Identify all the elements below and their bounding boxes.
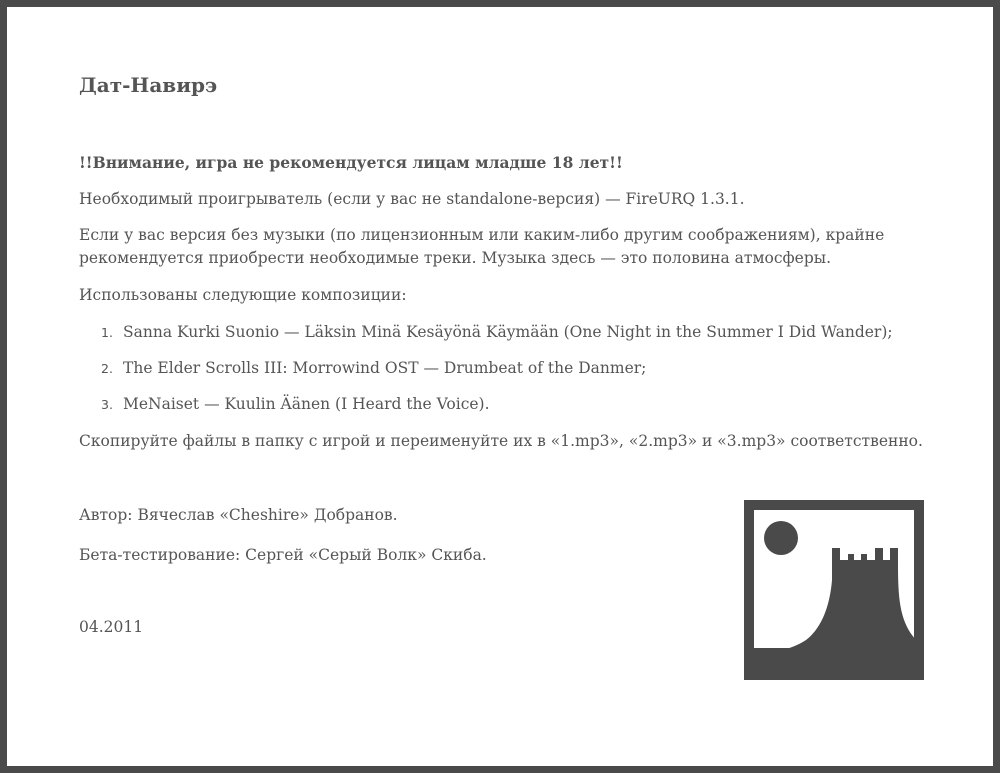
composition-item-3 xyxy=(101,393,490,416)
tower-moon-logo-icon xyxy=(744,500,924,680)
composition-text: MeNaiset — Kuulin Äänen (I Heard the Voice). xyxy=(123,395,490,413)
list-number: 1. xyxy=(101,325,113,340)
compositions-intro: Использованы следующие композиции: xyxy=(79,286,407,304)
composition-item-1 xyxy=(101,321,893,344)
music-note-line-2: рекомендуется приобрести необходимые треки. Музыка здесь — это половина атмосферы. xyxy=(79,249,832,267)
list-number: 3. xyxy=(101,397,113,412)
list-number: 2. xyxy=(101,361,113,376)
copy-instructions: Скопируйте файлы в папку с игрой и переименуйте их в «1.mp3», «2.mp3» и «3.mp3» соответственно. xyxy=(79,432,923,450)
author-credit: Автор: Вячеслав «Cheshire» Добранов. xyxy=(79,506,398,524)
composition-item-2 xyxy=(101,357,646,380)
page-title: Дат-Навирэ xyxy=(79,73,218,97)
music-note-line-1: Если у вас версия без музыки (по лицензионным или каким-либо другим соображениям), крайне xyxy=(79,226,885,244)
composition-text: The Elder Scrolls III: Morrowind OST — Drumbeat of the Danmer; xyxy=(123,359,647,377)
beta-credit: Бета-тестирование: Сергей «Серый Волк» Скиба. xyxy=(79,546,487,564)
age-warning: !!Внимание, игра не рекомендуется лицам младше 18 лет!! xyxy=(79,153,623,172)
composition-text: Sanna Kurki Suonio — Läksin Minä Kesäyönä Käymään (One Night in the Summer I Did Wander); xyxy=(123,323,893,341)
release-date: 04.2011 xyxy=(79,618,144,636)
player-requirement: Необходимый проигрыватель (если у вас не standalone-версия) — FireURQ 1.3.1. xyxy=(79,190,745,208)
